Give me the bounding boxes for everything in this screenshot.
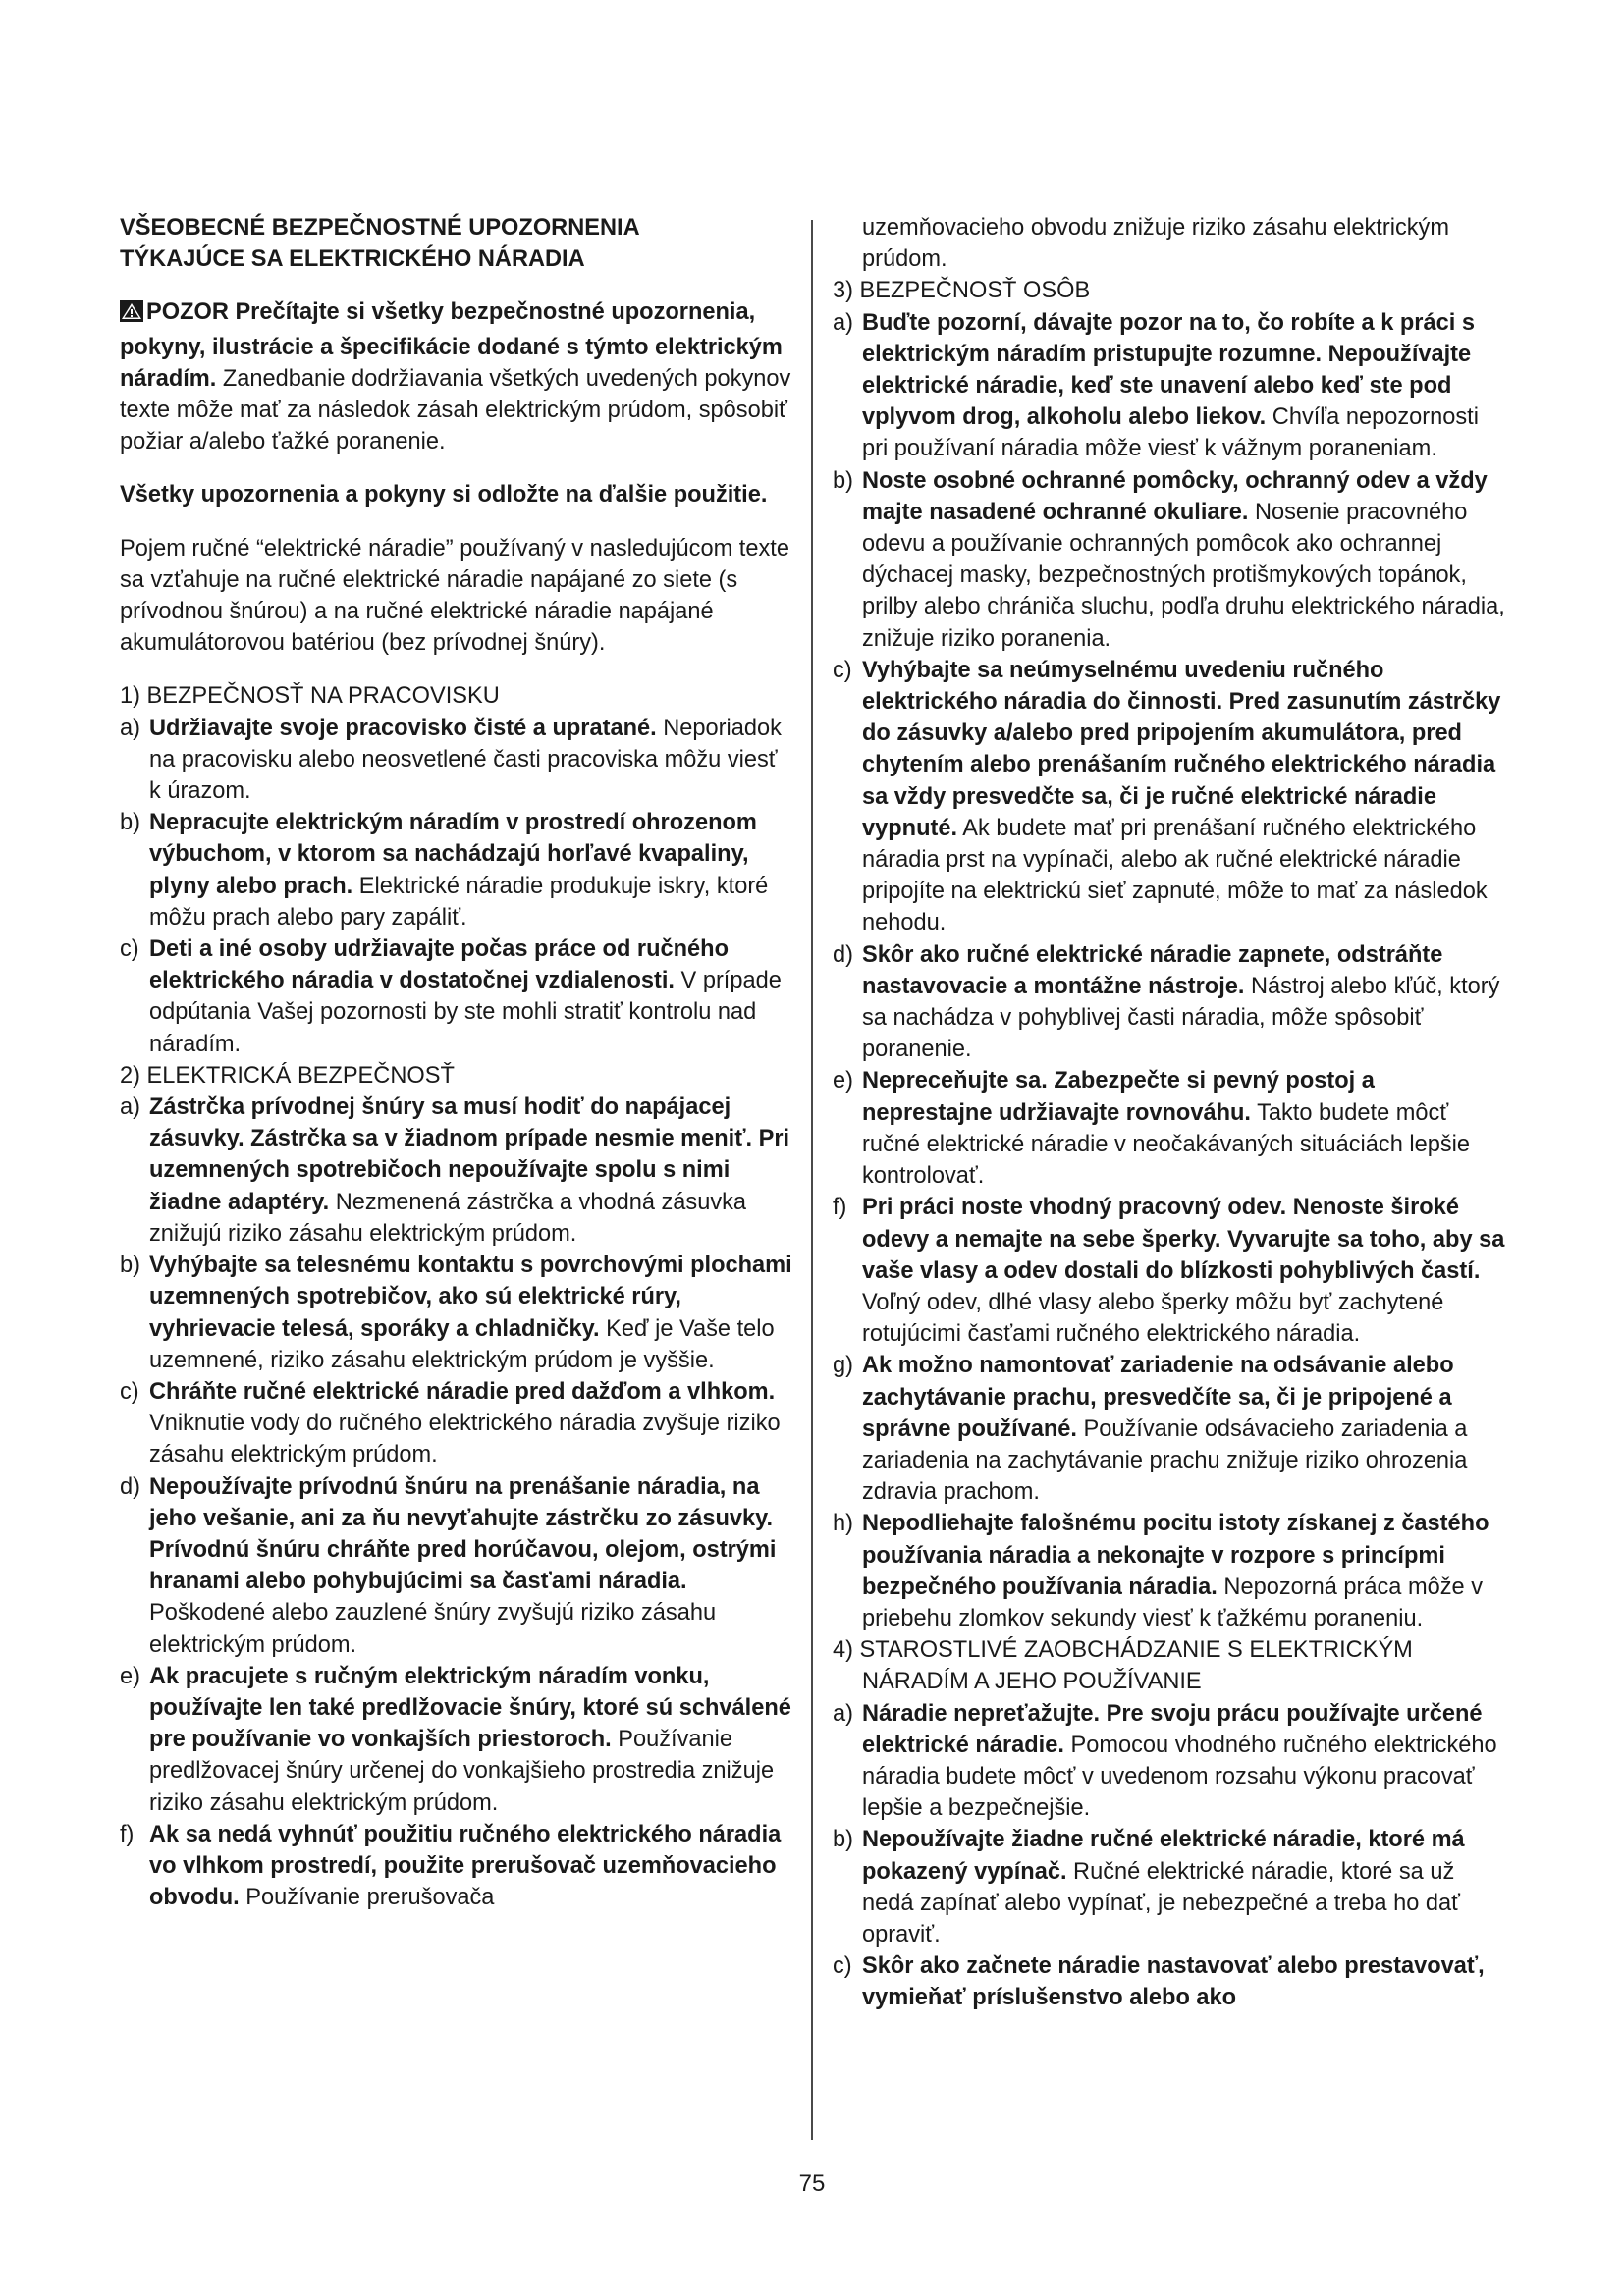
list-item-text: Nepozorná práca môže v priebehu zlomkov sekundy viesť k ťažkému poraneniu. bbox=[862, 1574, 1484, 1631]
list-item-label: d) bbox=[120, 1473, 140, 1500]
list-item-label: b) bbox=[120, 810, 140, 836]
list-item-label: a) bbox=[120, 715, 140, 741]
section-heading-personal-safety: 3) BEZPEČNOSŤ OSÔB bbox=[833, 278, 1091, 304]
list-item-text: Elektrické náradie produkuje iskry, ktoré môžu prach alebo pary zapáliť. bbox=[149, 873, 769, 931]
list-item-bold-text: Náradie nepreťažujte. Pre svoju prácu používajte určené elektrické náradie. bbox=[862, 1700, 1483, 1758]
list-item-label: c) bbox=[833, 1953, 852, 1980]
list-item-bold-text: Ak sa nedá vyhnúť použitiu ručného elektrického náradia vo vlhkom prostredí, použite prerušovač uzemňovacieho obvodu. bbox=[149, 1821, 782, 1911]
section-list-work-area bbox=[120, 713, 793, 1060]
list-item bbox=[833, 939, 1510, 1066]
list-item-bold-text: Nepodliehajte falošnému pocitu istoty získanej z častého používania náradia a nekonajte v rozpore s princípmi bezpečného používania náradia. bbox=[862, 1511, 1489, 1600]
list-item-label: c) bbox=[120, 936, 139, 963]
section-list-personal-safety bbox=[833, 307, 1510, 1635]
list-item bbox=[120, 1250, 793, 1376]
list-item-bold-text: Vyhýbajte sa telesnému kontaktu s povrchovými plochami uzemnených spotrebičov, ako sú elektrické rúry, vyhrievacie telesá, sporáky a chladničky. bbox=[149, 1253, 792, 1342]
list-item-label: b) bbox=[833, 467, 853, 494]
section-list-tool-use bbox=[833, 1698, 1510, 2014]
list-item-text: Keď je Vaše telo uzemnené, riziko zásahu elektrickým prúdom je vyššie. bbox=[149, 1315, 775, 1373]
list-item-bold-text: Udržiavajte svoje pracovisko čisté a upratané. bbox=[149, 715, 657, 741]
list-item-bold-text: Buďte pozorní, dávajte pozor na to, čo robíte a k práci s elektrickým náradím pristupujte rozumne. Nepoužívajte elektrické náradie, keď ste unavení alebo keď ste pod vplyvom drog, alkoholu alebo liekov. bbox=[862, 309, 1475, 431]
list-item-text: Neporiadok na pracovisku alebo neosvetlené časti pracoviska môžu viesť k úrazom. bbox=[149, 715, 782, 805]
list-item-bold-text: Ak pracujete s ručným elektrickým náradím vonku, používajte len také predlžovacie šnúry, ktoré sú schválené pre používanie vo vonkajších priestoroch. bbox=[149, 1663, 791, 1753]
list-item-label: b) bbox=[833, 1827, 853, 1853]
list-item-text: Nosenie pracovného odevu a používanie ochranných pomôcok ako ochrannej dýchacej masky, bezpečnostných protišmykových topánok, prilby alebo chrániča sluchu, podľa druhu elektrického náradia, znižuje riziko poranenia. bbox=[862, 499, 1505, 652]
section-list-electrical bbox=[120, 1092, 793, 1913]
list-item bbox=[833, 1698, 1510, 1825]
list-item-text: Nástroj alebo kľúč, ktorý sa nachádza v pohyblivej časti náradia, môže spôsobiť poranenie. bbox=[862, 973, 1500, 1063]
list-item bbox=[120, 934, 793, 1060]
list-item-bold-text: Ak možno namontovať zariadenie na odsávanie alebo zachytávanie prachu, presvedčíte sa, či je pripojené a správne používané. bbox=[862, 1353, 1454, 1442]
list-item bbox=[833, 655, 1510, 939]
list-item bbox=[833, 307, 1510, 465]
list-item bbox=[120, 1092, 793, 1250]
list-item-text: V prípade odpútania Vašej pozornosti by ste mohli stratiť kontrolu nad náradím. bbox=[149, 968, 782, 1057]
list-item-bold-text: Skôr ako začnete náradie nastavovať alebo prestavovať, vymieňať príslušenstvo alebo ako bbox=[862, 1953, 1485, 2011]
list-item-text: Používanie prerušovača bbox=[239, 1885, 495, 1911]
list-item-label: f) bbox=[120, 1821, 135, 1847]
list-item bbox=[120, 713, 793, 808]
list-item-label: b) bbox=[120, 1253, 140, 1279]
list-item bbox=[833, 1192, 1510, 1350]
section-heading-electrical: 2) ELEKTRICKÁ BEZPEČNOSŤ bbox=[120, 1062, 455, 1089]
continued-paragraph: uzemňovacieho obvodu znižuje riziko zásahu elektrickým prúdom. bbox=[862, 215, 1450, 273]
list-item-bold-text: Nepoužívajte žiadne ručné elektrické náradie, ktoré má pokazený vypínač. bbox=[862, 1827, 1465, 1885]
list-item bbox=[833, 1065, 1510, 1192]
list-item bbox=[120, 1376, 793, 1471]
warning-triangle-icon bbox=[120, 299, 143, 331]
list-item-label: c) bbox=[120, 1378, 139, 1405]
list-item-text: Voľný odev, dlhé vlasy alebo šperky môžu byť zachytené rotujúcimi časťami ručného elektrického náradia. bbox=[862, 1289, 1444, 1348]
page-title-line-1: VŠEOBECNÉ BEZPEČNOSTNÉ UPOZORNENIA bbox=[120, 215, 640, 240]
list-item-text: Používanie odsávacieho zariadenia a zariadenia na zachytávanie prachu znižuje riziko ohrozenia zdravia prachom. bbox=[862, 1415, 1468, 1506]
list-item-bold-text: Nepracujte elektrickým náradím v prostredí ohrozenom výbuchom, v ktorom sa nachádzajú horľavé kvapaliny, plyny alebo prach. bbox=[149, 810, 757, 899]
list-item-label: f) bbox=[833, 1195, 847, 1221]
page-title bbox=[120, 212, 793, 275]
list-item-bold-text: Nepoužívajte prívodnú šnúru na prenášanie náradia, na jeho vešanie, ani za ňu nevyťahujte zástrčku zo zásuvky. Prívodnú šnúru chráňte pred horúčavou, olejom, ostrými hranami alebo pohybujúcimi sa časťami náradia. bbox=[149, 1473, 777, 1595]
section-heading-tool-use bbox=[833, 1634, 1510, 1697]
list-item bbox=[833, 465, 1510, 655]
list-item-label: c) bbox=[833, 657, 852, 683]
list-item-bold-text: Chráňte ručné elektrické náradie pred dažďom a vlhkom. bbox=[149, 1378, 776, 1405]
left-column bbox=[120, 212, 793, 1913]
column-divider bbox=[811, 220, 813, 2140]
list-item-text: Pomocou vhodného ručného elektrického náradia budete môcť v uvedenom rozsahu výkonu pracovať lepšie a bezpečnejšie. bbox=[862, 1732, 1497, 1822]
list-item bbox=[833, 1350, 1510, 1508]
list-item bbox=[833, 1950, 1510, 2013]
general-warning-text: Zanedbanie dodržiavania všetkých uvedených pokynov texte môže mať za následok zásah elektrickým prúdom, spôsobiť požiar a/alebo ťažké poranenie. bbox=[120, 365, 791, 455]
list-item-label: a) bbox=[120, 1095, 140, 1121]
list-item-bold-text: Vyhýbajte sa neúmyselnému uvedeniu ručného elektrického náradia do činnosti. Pred zasunutím zástrčky do zásuvky a/alebo pred pripojením akumulátora, pred chytením alebo prenášaním ručného elektrického náradia sa vždy presvedčte sa, či je ručné elektrické náradie vypnuté. bbox=[862, 657, 1501, 841]
page-number: 75 bbox=[798, 2170, 826, 2197]
list-item bbox=[120, 1471, 793, 1661]
right-column bbox=[833, 212, 1510, 2014]
list-item-label: a) bbox=[833, 1700, 853, 1727]
list-item-bold-text: Deti a iné osoby udržiavajte počas práce od ručného elektrického náradia v dostatočnej vzdialenosti. bbox=[149, 936, 730, 994]
list-item-text: Ak budete mať pri prenášaní ručného elektrického náradia prst na vypínači, alebo ak ručné elektrické náradie pripojíte na elektrickú sieť zapnuté, môže to mať za následok nehodu. bbox=[862, 815, 1488, 936]
list-item bbox=[120, 1819, 793, 1914]
term-definition: Pojem ručné “elektrické náradie” používaný v nasledujúcom texte sa vzťahuje na ručné elektrické náradie napájané zo siete (s prívodnou šnúrou) a na ručné elektrické náradie napájané akumulátorovou batériou (bez prívodnej šnúry). bbox=[120, 535, 789, 657]
list-item bbox=[120, 807, 793, 934]
list-item-bold-text: Pri práci noste vhodný pracovný odev. Nenoste široké odevy a nemajte na sebe šperky. Vyvarujte sa toho, aby sa vaše vlasy a odev dostali do blízkosti pohyblivých častí. bbox=[862, 1195, 1505, 1284]
list-item-bold-text: Skôr ako ručné elektrické náradie zapnete, odstráňte nastavovacie a montážne nástroje. bbox=[862, 941, 1443, 999]
list-item-text: Používanie predlžovacej šnúry určenej do vonkajšieho prostredia znižuje riziko zásahu elektrickým prúdom. bbox=[149, 1727, 775, 1816]
list-item-label: g) bbox=[833, 1353, 853, 1379]
general-warning bbox=[120, 296, 793, 457]
list-item-label: e) bbox=[120, 1663, 140, 1689]
list-item bbox=[833, 1824, 1510, 1950]
list-item-bold-text: Zástrčka prívodnej šnúry sa musí hodiť do napájacej zásuvky. Zástrčka sa v žiadnom prípade nesmie meniť. Pri uzemnených spotrebičoch nepoužívajte spolu s nimi žiadne adaptéry. bbox=[149, 1095, 790, 1215]
list-item-text: Poškodené alebo zauzlené šnúry zvyšujú riziko zásahu elektrickým prúdom. bbox=[149, 1600, 717, 1658]
list-item-label: e) bbox=[833, 1068, 853, 1095]
section-heading-work-area: 1) BEZPEČNOSŤ NA PRACOVISKU bbox=[120, 683, 500, 710]
section-heading-tool-use-line-2: NÁRADÍM A JEHO POUŽÍVANIE bbox=[862, 1669, 1202, 1695]
list-item-text: Chvíľa nepozornosti pri používaní náradia môže viesť k vážnym poraneniam. bbox=[862, 404, 1479, 462]
list-item-bold-text: Nepreceňujte sa. Zabezpečte si pevný postoj a neprestajne udržiavajte rovnováhu. bbox=[862, 1068, 1375, 1126]
list-item-label: h) bbox=[833, 1511, 853, 1537]
list-item-bold-text: Noste osobné ochranné pomôcky, ochranný odev a vždy majte nasadené ochranné okuliare. bbox=[862, 467, 1488, 525]
list-item-text: Takto budete môcť ručné elektrické náradie v neočakávaných situáciách lepšie kontrolovať. bbox=[862, 1099, 1471, 1190]
list-item bbox=[833, 1508, 1510, 1634]
list-item bbox=[120, 1661, 793, 1819]
list-item-text: Vniknutie vody do ručného elektrického náradia zvyšuje riziko zásahu elektrickým prúdom. bbox=[149, 1411, 781, 1468]
list-item-text: Ručné elektrické náradie, ktoré sa už nedá zapínať alebo vypínať, je nebezpečné a treba ho dať opraviť. bbox=[862, 1858, 1460, 1948]
list-item-label: a) bbox=[833, 309, 853, 336]
section-heading-tool-use-line-1: 4) STAROSTLIVÉ ZAOBCHÁDZANIE S ELEKTRICKÝM bbox=[833, 1637, 1413, 1664]
page-title-line-2: TÝKAJÚCE SA ELEKTRICKÉHO NÁRADIA bbox=[120, 246, 585, 273]
general-warning-bold: POZOR Prečítajte si všetky bezpečnostné upozornenia, pokyny, ilustrácie a špecifikácie dodané s týmto elektrickým náradím. bbox=[120, 299, 783, 392]
list-item-text: Nezmenená zástrčka a vhodná zásuvka znižujú riziko zásahu elektrickým prúdom. bbox=[149, 1189, 747, 1247]
keep-instructions-note: Všetky upozornenia a pokyny si odložte na ďalšie použitie. bbox=[120, 482, 768, 508]
list-item-label: d) bbox=[833, 941, 853, 968]
